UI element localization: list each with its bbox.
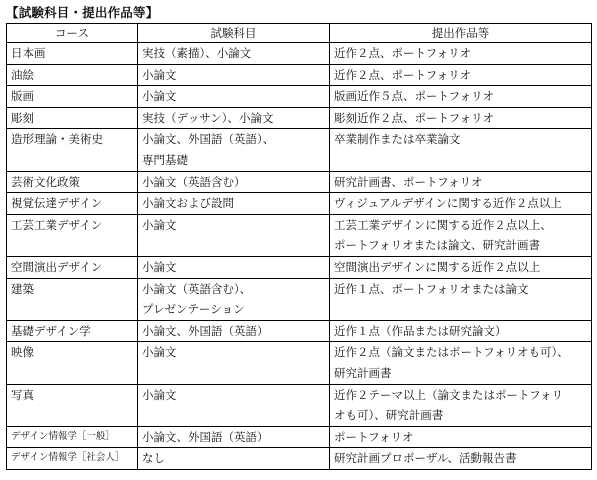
work-line: 近作２テーマ以上（論文またはポートフォリ [334, 387, 564, 402]
subject-line: 小論文（英語含む） [142, 174, 246, 189]
table-body [7, 43, 592, 470]
course-name: 映像 [11, 345, 34, 360]
course-cell [7, 320, 138, 342]
subject-line: プレゼンテーション [142, 302, 245, 317]
work-line: 近作１点、ポートフォリオまたは論文 [334, 281, 529, 296]
header-course: コース [7, 24, 138, 43]
work-line: 卒業制作または卒業論文 [334, 132, 461, 147]
subjects-cell [138, 384, 330, 426]
works-cell [330, 64, 592, 86]
table-row [7, 64, 592, 86]
works-cell [330, 342, 592, 384]
course-name: デザイン情報学［一般］ [11, 430, 115, 442]
course-name: 写真 [11, 387, 34, 402]
works-cell [330, 448, 592, 470]
work-line: ヴィジュアルデザインに関する近作２点以上 [334, 196, 562, 211]
table-row [7, 107, 592, 129]
course-cell [7, 43, 138, 65]
subject-line: 小論文、外国語（英語） [142, 323, 269, 338]
course-cell [7, 107, 138, 129]
table-row [7, 86, 592, 108]
subject-line: 実技（デッサン）、小論文 [142, 110, 274, 125]
subjects-cell [138, 171, 330, 193]
subjects-cell [138, 64, 330, 86]
works-cell [330, 214, 592, 256]
subject-line: なし [142, 451, 165, 466]
work-line: ポートフォリオまたは論文、研究計画書 [334, 238, 540, 253]
course-cell [7, 193, 138, 215]
course-name: 日本画 [11, 46, 46, 60]
subject-line: 小論文 [142, 89, 177, 104]
table-row [7, 214, 592, 256]
course-name: 版画 [11, 89, 34, 104]
table-row [7, 384, 592, 426]
course-name: 造形理論・美術史 [11, 132, 103, 147]
work-line: 近作２点、ポートフォリオ [334, 46, 471, 60]
course-name: 空間演出デザイン [11, 259, 103, 274]
works-cell [330, 43, 592, 65]
works-cell [330, 320, 592, 342]
course-cell [7, 256, 138, 278]
subjects-cell [138, 448, 330, 470]
work-line: 彫刻近作２点、ポートフォリオ [334, 110, 494, 125]
table-row [7, 320, 592, 342]
table-row [7, 256, 592, 278]
header-works: 提出作品等 [330, 24, 592, 43]
subject-line: 小論文 [142, 67, 177, 82]
works-cell [330, 193, 592, 215]
subjects-cell [138, 256, 330, 278]
work-line: 研究計画書 [334, 365, 392, 380]
exam-subjects-table [6, 23, 592, 470]
header-subjects: 試験科目 [138, 24, 330, 43]
works-cell [330, 256, 592, 278]
table-row [7, 43, 592, 65]
subject-line: 小論文、外国語（英語） [142, 429, 269, 444]
course-cell [7, 214, 138, 256]
works-cell [330, 426, 592, 448]
subject-line: 小論文 [142, 387, 177, 402]
subjects-cell [138, 86, 330, 108]
course-name: 芸術文化政策 [11, 174, 80, 189]
table-row [7, 426, 592, 448]
course-name: 彫刻 [11, 110, 34, 125]
subjects-cell [138, 129, 330, 171]
course-cell [7, 64, 138, 86]
course-name: 基礎デザイン学 [11, 323, 91, 338]
course-name: 建築 [11, 281, 34, 296]
table-row [7, 171, 592, 193]
subject-line: 実技（素描）、小論文 [142, 46, 252, 60]
works-cell [330, 278, 592, 320]
course-cell [7, 129, 138, 171]
subjects-cell [138, 342, 330, 384]
course-cell [7, 448, 138, 470]
works-cell [330, 107, 592, 129]
course-cell [7, 384, 138, 426]
work-line: 近作２点、ポートフォリオ [334, 67, 471, 82]
subject-line: 小論文 [142, 345, 177, 360]
course-name: 視覚伝達デザイン [11, 196, 103, 211]
course-name: デザイン情報学［社会人］ [11, 452, 125, 464]
subjects-cell [138, 43, 330, 65]
works-cell [330, 129, 592, 171]
subjects-cell [138, 214, 330, 256]
table-row [7, 278, 592, 320]
subject-line: 小論文 [142, 259, 177, 274]
subject-line: 小論文、外国語（英語）、 [142, 132, 275, 147]
course-cell [7, 342, 138, 384]
work-line: 空間演出デザインに関する近作２点以上 [334, 259, 541, 274]
work-line: 近作２点（論文またはポートフォリオも可）、 [334, 345, 569, 360]
subject-line: 小論文および設問 [142, 196, 234, 211]
subject-line: 小論文（英語含む）、 [142, 281, 252, 296]
subjects-cell [138, 193, 330, 215]
works-cell [330, 384, 592, 426]
work-line: 研究計画書、ポートフォリオ [334, 174, 483, 189]
work-line: 近作１点（作品または研究論文） [334, 323, 507, 338]
document-title: 【試験科目・提出作品等】 [6, 5, 159, 20]
course-cell [7, 171, 138, 193]
work-line: 工芸工業デザインに関する近作２点以上、 [334, 217, 552, 232]
subjects-cell [138, 278, 330, 320]
table-row [7, 193, 592, 215]
table-row [7, 448, 592, 470]
course-cell [7, 86, 138, 108]
works-cell [330, 171, 592, 193]
course-cell [7, 426, 138, 448]
work-line: ポートフォリオ [334, 429, 414, 444]
subject-line: 専門基礎 [142, 152, 188, 167]
table-row [7, 129, 592, 171]
course-name: 油絵 [11, 67, 34, 82]
subjects-cell [138, 320, 330, 342]
course-cell [7, 278, 138, 320]
work-line: 版画近作５点、ポートフォリオ [334, 89, 494, 104]
works-cell [330, 86, 592, 108]
work-line: 研究計画プロポーザル、活動報告書 [334, 451, 517, 466]
table-row [7, 342, 592, 384]
work-line: オも可）、研究計画書 [334, 408, 444, 423]
course-name: 工芸工業デザイン [11, 217, 103, 232]
table-header-row [7, 24, 592, 43]
subjects-cell [138, 426, 330, 448]
subjects-cell [138, 107, 330, 129]
subject-line: 小論文 [142, 217, 177, 232]
